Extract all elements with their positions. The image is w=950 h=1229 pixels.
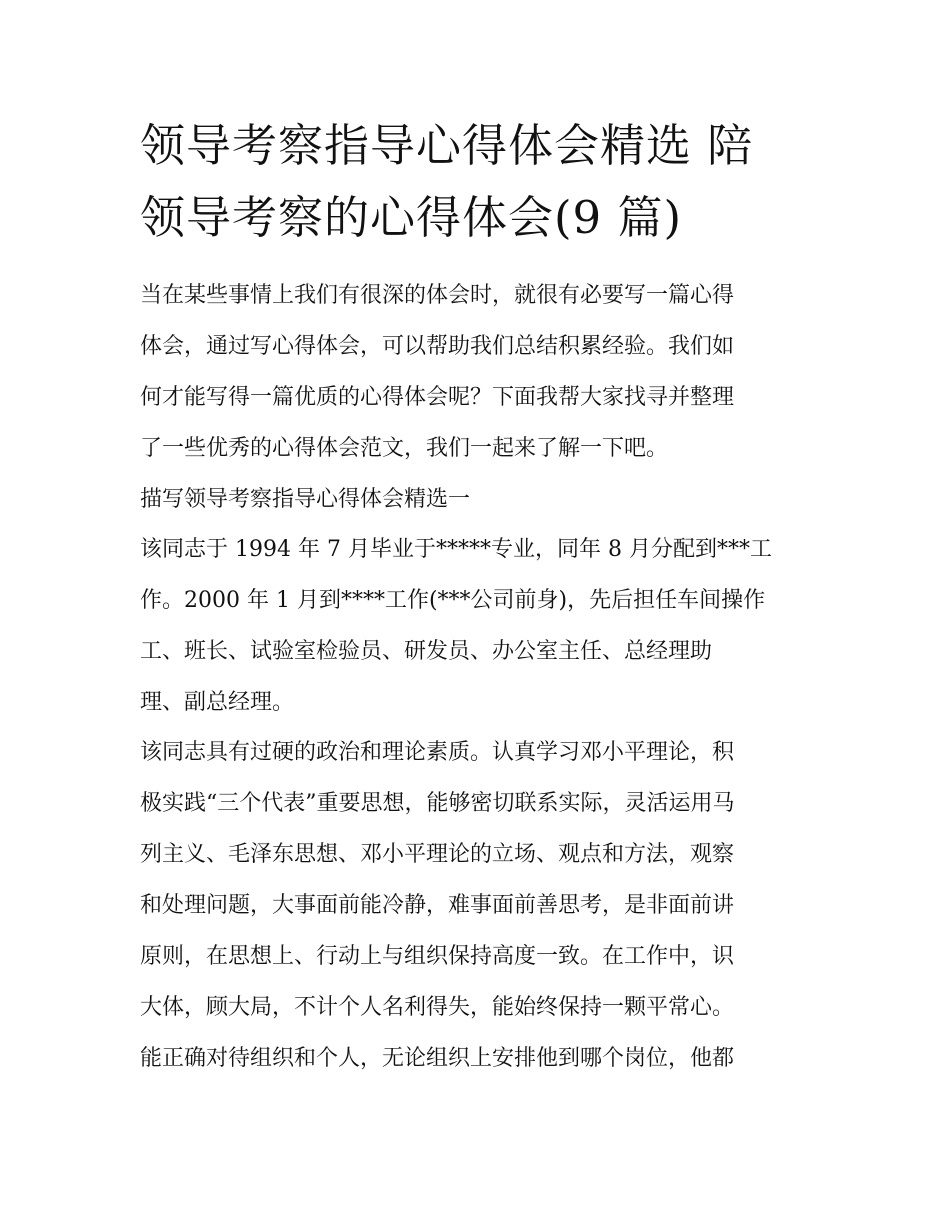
body-line-12: 列主义、毛泽东思想、邓小平理论的立场、观点和方法，观察 <box>140 842 735 867</box>
body-line-13: 和处理问题，大事面前能冷静，难事面前善思考，是非面前讲 <box>140 893 735 918</box>
body-line-9: 理、副总经理。 <box>140 690 295 715</box>
body-line-2: 体会，通过写心得体会，可以帮助我们总结积累经验。我们如 <box>140 334 735 359</box>
body-line-14: 原则，在思想上、行动上与组织保持高度一致。在工作中，识 <box>140 944 735 969</box>
title-line-1: 领导考察指导心得体会精选 陪 <box>140 119 754 172</box>
body-line-7: 作。2000 年 1 月到****工作(***公司前身)，先后担任车间操作 <box>140 588 766 613</box>
body-line-3: 何才能写得一篇优质的心得体会呢？下面我帮大家找寻并整理 <box>140 385 735 410</box>
section-heading: 描写领导考察指导心得体会精选一 <box>140 487 471 512</box>
body-line-11: 极实践“三个代表”重要思想，能够密切联系实际，灵活运用马 <box>140 791 735 816</box>
body-line-4: 了一些优秀的心得体会范文，我们一起来了解一下吧。 <box>140 436 669 461</box>
body-line-10: 该同志具有过硬的政治和理论素质。认真学习邓小平理论，积 <box>140 740 735 765</box>
document-title <box>140 110 815 254</box>
body-line-8: 工、班长、试验室检验员、研发员、办公室主任、总经理助 <box>140 639 713 664</box>
body-line-1: 当在某些事情上我们有很深的体会时，就很有必要写一篇心得 <box>140 283 735 308</box>
body-line-15: 大体，顾大局，不计个人名利得失，能始终保持一颗平常心。 <box>140 995 735 1020</box>
document-page <box>140 110 815 1084</box>
document-body <box>140 270 815 1084</box>
body-line-16: 能正确对待组织和个人，无论组织上安排他到哪个岗位，他都 <box>140 1046 735 1071</box>
title-line-2: 领导考察的心得体会(9 篇) <box>140 191 683 244</box>
body-line-6: 该同志于 1994 年 7 月毕业于*****专业，同年 8 月分配到***工 <box>140 537 772 562</box>
